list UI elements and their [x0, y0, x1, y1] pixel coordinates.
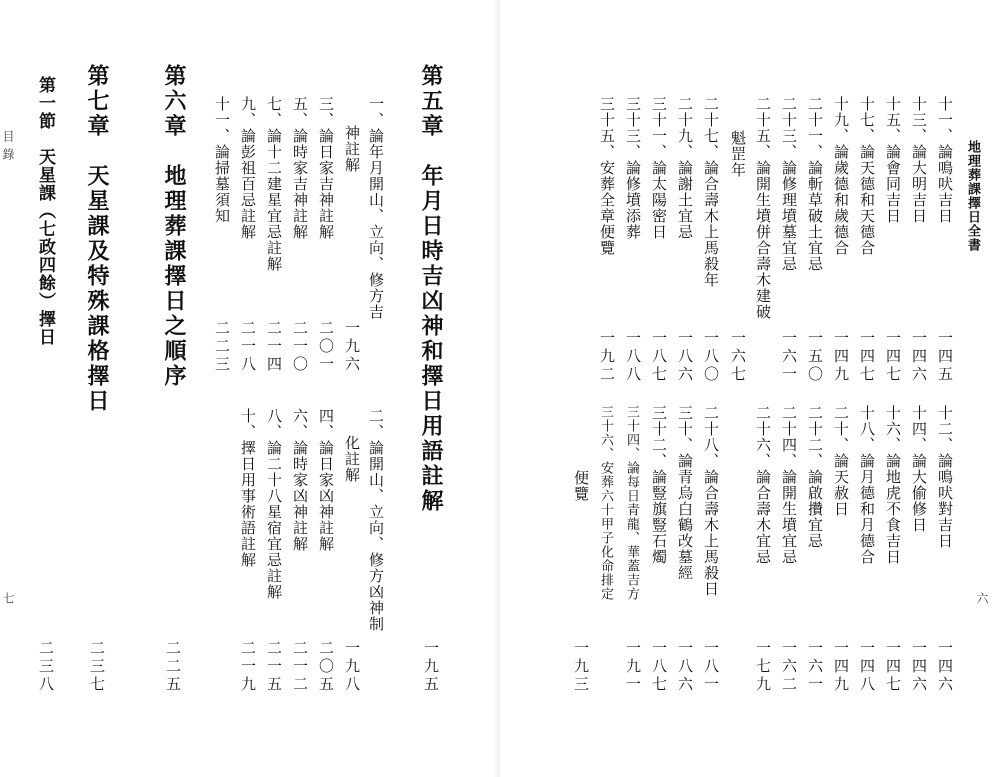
toc-entry-title: 二十二、論啟攢宜忌	[806, 405, 824, 549]
page-number-right: 六	[975, 592, 989, 605]
toc-entry-title: 化註解	[343, 435, 361, 483]
toc-page-number: 一九三	[572, 640, 590, 694]
section-1-heading: 第一節 天星課（七政四餘）擇日	[35, 76, 55, 346]
toc-page-number: 一六七	[729, 330, 747, 384]
chapter-6-heading: 第六章 地理葬課擇日之順序	[161, 64, 187, 389]
toc-page-number: 二一四	[265, 320, 283, 374]
toc-entry-title: 二十、論天赦日	[832, 405, 850, 517]
toc-page-number: 一八〇	[702, 330, 720, 384]
toc-entry-title: 三十六、安葬六十甲子化命排定	[598, 405, 613, 601]
toc-page-number: 二〇五	[317, 640, 335, 694]
toc-page-number: 一九二	[598, 330, 616, 384]
toc-page-number: 一四六	[910, 640, 928, 694]
toc-entry-title: 九、論彭祖百忌註解	[239, 96, 257, 240]
toc-entry-title: 六、論時家凶神註解	[291, 408, 309, 552]
toc-entry-title: 三、論日家吉神註解	[317, 96, 335, 240]
toc-entry-title: 一、論年月開山、立向、修方吉	[367, 96, 385, 320]
toc-entry-title: 三十五、安葬全章便覽	[598, 96, 616, 256]
toc-entry-title: 十七、論天德和天德合	[858, 96, 876, 256]
toc-page-number: 二二五	[164, 640, 182, 694]
toc-entry-title: 二十六、論合壽木宜忌	[754, 405, 772, 565]
toc-entry-title: 四、論日家凶神註解	[317, 408, 335, 552]
toc-entry-title: 十八、論月德和月德合	[858, 405, 876, 565]
toc-page-number: 一四六	[936, 640, 954, 694]
page-number-left: 七	[1, 592, 15, 605]
toc-entry-title: 十三、論大明吉日	[910, 96, 928, 224]
book-gutter	[494, 0, 502, 777]
toc-entry-title: 十一、論鳴吠吉日	[936, 96, 954, 224]
toc-page-number: 二一八	[239, 320, 257, 374]
toc-page-number: 一四七	[884, 330, 902, 384]
toc-page-number: 一四七	[884, 640, 902, 694]
toc-entry-title: 十九、論歲德和歲德合	[832, 96, 850, 256]
toc-page-number: 一五〇	[806, 330, 824, 384]
toc-page-number: 一九八	[343, 640, 361, 694]
running-header: 地理葬課擇日全書	[965, 140, 980, 252]
toc-entry-title: 魁罡年	[729, 130, 747, 178]
toc-entry-title: 十四、論大偷修日	[910, 405, 928, 533]
toc-page-number: 二三八	[37, 640, 55, 694]
toc-page-number: 二一〇	[291, 320, 309, 374]
toc-page-number: 一六二	[780, 640, 798, 694]
toc-page-number: 一八七	[650, 330, 668, 384]
toc-page-number: 一四五	[936, 330, 954, 384]
toc-entry-title: 八、論二十八星宿宜忌註解	[265, 408, 283, 600]
toc-entry-title: 三十一、論太陽密日	[650, 96, 668, 240]
toc-entry-title: 二十八、論合壽木上馬殺日	[702, 405, 720, 597]
toc-entry-title: 三十四、論每日青龍、華蓋吉方	[624, 405, 639, 601]
toc-entry-title: 七、論十二建星宜忌註解	[265, 96, 283, 272]
chapter-5-heading: 第五章 年月日時吉凶神和擇日用語註解	[418, 64, 444, 514]
toc-entry-title: 便覽	[572, 470, 590, 502]
toc-page-number: 一六一	[780, 330, 798, 384]
toc-page-number: 一四八	[858, 640, 876, 694]
toc-page-number: 一九一	[624, 640, 642, 694]
toc-page-number: 一九五	[422, 640, 440, 694]
toc-entry-title: 二十三、論修理墳墓宜忌	[780, 96, 798, 272]
chapter-7-heading: 第七章 天星課及特殊課格擇日	[84, 64, 110, 414]
toc-page-number: 一九六	[343, 320, 361, 374]
toc-page-number: 一八一	[702, 640, 720, 694]
toc-entry-title: 二十九、論謝土宜忌	[676, 96, 694, 240]
toc-entry-title: 十一、論掃墓須知	[213, 96, 231, 224]
toc-page-number: 一八八	[624, 330, 642, 384]
toc-page-number: 二〇一	[317, 320, 335, 374]
toc-page-number: 一六一	[806, 640, 824, 694]
edge-label: 目 錄	[1, 130, 15, 161]
toc-entry-title: 二十四、論開生墳宜忌	[780, 405, 798, 565]
toc-page-number: 一八六	[676, 330, 694, 384]
toc-entry-title: 十二、論鳴吠對吉日	[936, 405, 954, 549]
toc-entry-title: 二十一、論斬草破土宜忌	[806, 96, 824, 272]
toc-page-number: 二一五	[265, 640, 283, 694]
toc-entry-title: 十、擇日用事術語註解	[239, 408, 257, 568]
toc-page-number: 二三七	[88, 640, 106, 694]
toc-entry-title: 十六、論地虎不食吉日	[884, 405, 902, 565]
toc-entry-title: 五、論時家吉神註解	[291, 96, 309, 240]
toc-page-number: 一四九	[832, 640, 850, 694]
toc-page-number: 一四九	[832, 330, 850, 384]
toc-entry-title: 十五、論會同吉日	[884, 96, 902, 224]
toc-entry-title: 三十三、論修墳添葬	[624, 96, 642, 240]
toc-page-number: 二一九	[239, 640, 257, 694]
toc-page-number: 二一二	[291, 640, 309, 694]
toc-entry-title: 二、論開山、立向、修方凶神制	[367, 408, 385, 632]
toc-entry-title: 二十七、論合壽木上馬殺年	[702, 96, 720, 288]
toc-page-number: 一四七	[858, 330, 876, 384]
toc-page-number: 二二三	[213, 320, 231, 374]
toc-entry-title: 三十、論青烏白鶴改墓經	[676, 405, 694, 581]
toc-entry-title: 二十五、論開生墳併合壽木建破	[754, 96, 772, 320]
toc-page-number: 一七九	[754, 640, 772, 694]
toc-entry-title: 三十二、論豎旗豎石燭	[650, 405, 668, 565]
toc-page-number: 一八七	[650, 640, 668, 694]
toc-page-number: 一四六	[910, 330, 928, 384]
toc-page-number: 一八六	[676, 640, 694, 694]
toc-entry-title: 神註解	[343, 125, 361, 173]
